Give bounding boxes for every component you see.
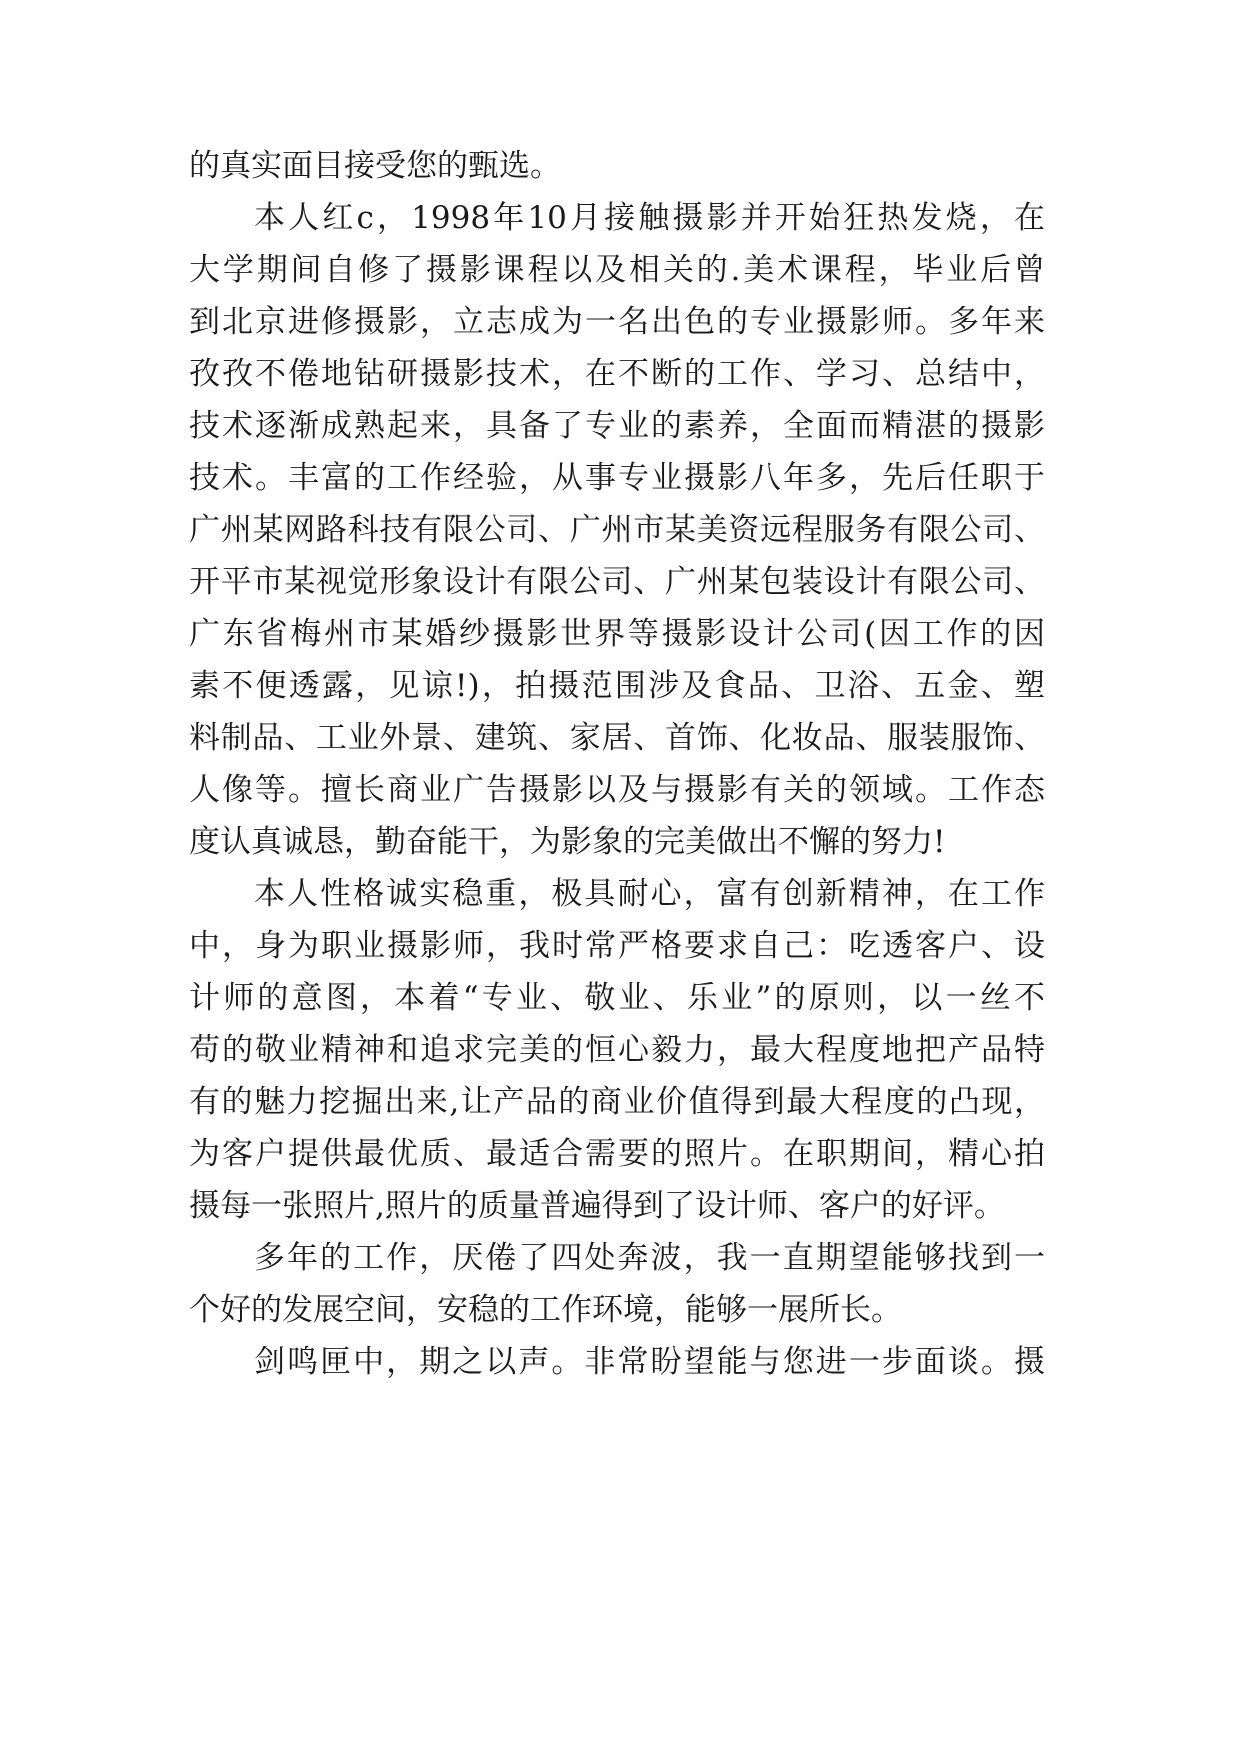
text-line: 人像等。擅长商业广告摄影以及与摄影有关的领域。工作态 [189,772,1045,808]
text-line: 技术逐渐成熟起来，具备了专业的素养，全面而精湛的摄影 [189,408,1045,444]
text-line: 苟的敬业精神和追求完美的恒心毅力，最大程度地把产品特 [189,1032,1045,1068]
text-line: 到北京进修摄影，立志成为一名出色的专业摄影师。多年来 [189,304,1045,340]
paragraph-first-line: 本人性格诚实稳重，极具耐心，富有创新精神，在工作 [254,876,1045,912]
text-line: 为客户提供最优质、最适合需要的照片。在职期间，精心拍 [189,1136,1045,1172]
text-line: 素不便透露，见谅!)，拍摄范围涉及食品、卫浴、五金、塑 [189,668,1045,704]
text-line: 的真实面目接受您的甄选。 [189,148,561,184]
paragraph-first-line: 剑鸣匣中，期之以声。非常盼望能与您进一步面谈。摄 [254,1344,1045,1380]
paragraph-first-line: 多年的工作，厌倦了四处奔波，我一直期望能够找到一 [254,1240,1045,1276]
text-line: 料制品、工业外景、建筑、家居、首饰、化妆品、服装服饰、 [189,720,1045,756]
text-line: 广州某网路科技有限公司、广州市某美资远程服务有限公司、 [189,512,1045,548]
text-line: 大学期间自修了摄影课程以及相关的.美术课程，毕业后曾 [189,252,1045,288]
text-line: 开平市某视觉形象设计有限公司、广州某包装设计有限公司、 [189,564,1045,600]
text-line: 孜孜不倦地钻研摄影技术，在不断的工作、学习、总结中， [189,356,1045,392]
text-line: 计师的意图，本着“专业、敬业、乐业”的原则，以一丝不 [189,980,1045,1016]
text-line: 个好的发展空间，安稳的工作环境，能够一展所长。 [189,1292,902,1328]
text-line: 度认真诚恳，勤奋能干，为影象的完美做出不懈的努力! [189,824,946,860]
text-line: 摄每一张照片,照片的质量普遍得到了设计师、客户的好评。 [189,1188,1005,1224]
text-line: 技术。丰富的工作经验，从事专业摄影八年多，先后任职于 [189,460,1045,496]
text-line: 有的魅力挖掘出来,让产品的商业价值得到最大程度的凸现， [189,1084,1045,1120]
paragraph-first-line: 本人红c，1998年10月接触摄影并开始狂热发烧，在 [254,200,1045,236]
text-line: 广东省梅州市某婚纱摄影世界等摄影设计公司(因工作的因 [189,616,1045,652]
text-line: 中，身为职业摄影师，我时常严格要求自己：吃透客户、设 [189,928,1045,964]
